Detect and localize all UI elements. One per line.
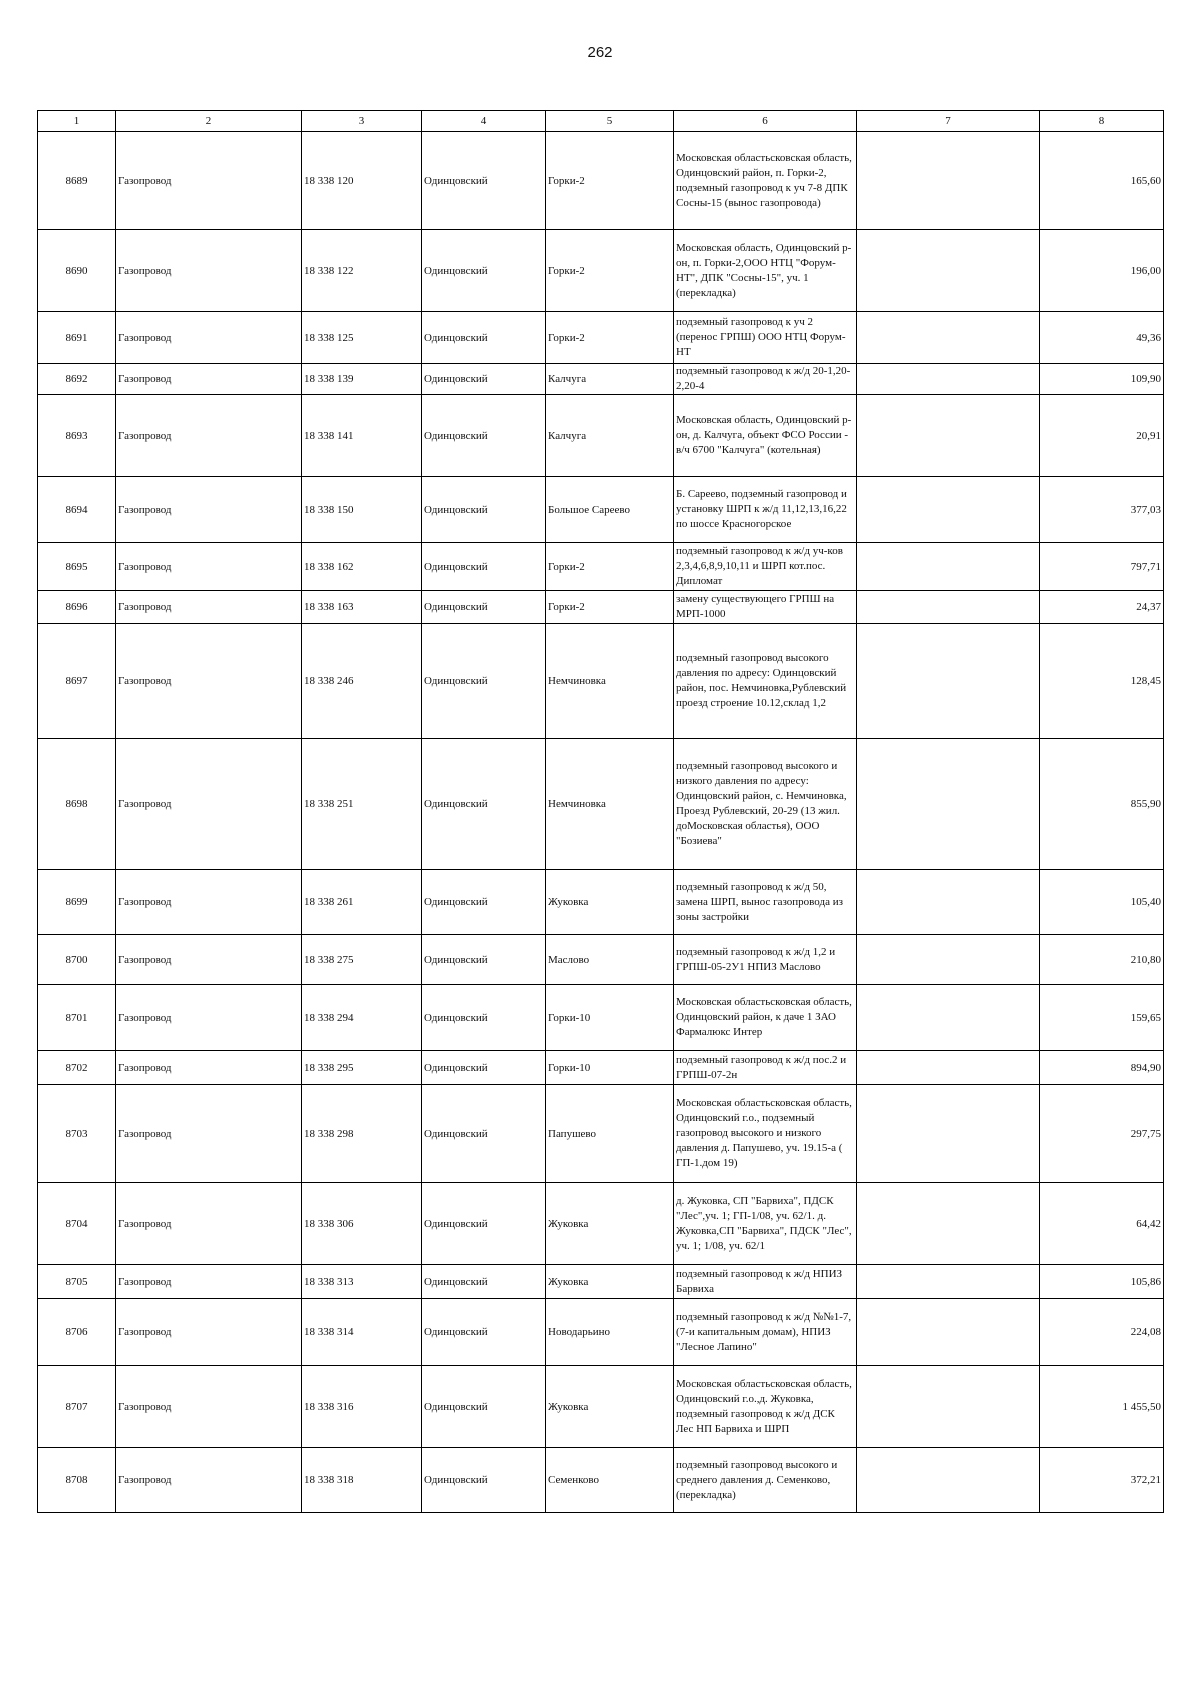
description-cell: Московская областьсковская область, Одинцовский район, п. Горки-2, подземный газопровод к уч 7-8 ДПК Сосны-15 (вынос газопровода) bbox=[674, 132, 857, 230]
column-7-cell bbox=[857, 624, 1040, 739]
okato-code-cell: 18 338 306 bbox=[302, 1183, 422, 1265]
column-7-cell bbox=[857, 1448, 1040, 1513]
row-number-cell: 8696 bbox=[38, 591, 116, 624]
object-type-cell: Газопровод bbox=[116, 1299, 302, 1366]
row-number-cell: 8700 bbox=[38, 935, 116, 985]
column-7-cell bbox=[857, 870, 1040, 935]
length-cell: 159,65 bbox=[1040, 985, 1164, 1051]
table-row bbox=[38, 1299, 1164, 1366]
locality-cell: Жуковка bbox=[546, 1265, 674, 1299]
locality-cell: Горки-2 bbox=[546, 230, 674, 312]
district-cell: Одинцовский bbox=[422, 312, 546, 364]
district-cell: Одинцовский bbox=[422, 870, 546, 935]
description-cell: Московская область, Одинцовский р-он, д. Калчуга, объект ФСО России - в/ч 6700 "Калчуга" (котельная) bbox=[674, 395, 857, 477]
row-number-cell: 8708 bbox=[38, 1448, 116, 1513]
column-7-cell bbox=[857, 1051, 1040, 1085]
column-header: 7 bbox=[857, 111, 1040, 132]
object-type-cell: Газопровод bbox=[116, 624, 302, 739]
okato-code-cell: 18 338 139 bbox=[302, 364, 422, 395]
column-7-cell bbox=[857, 1366, 1040, 1448]
table-row bbox=[38, 870, 1164, 935]
object-type-cell: Газопровод bbox=[116, 1448, 302, 1513]
row-number-cell: 8697 bbox=[38, 624, 116, 739]
district-cell: Одинцовский bbox=[422, 477, 546, 543]
column-header: 3 bbox=[302, 111, 422, 132]
table-row bbox=[38, 477, 1164, 543]
locality-cell: Горки-10 bbox=[546, 1051, 674, 1085]
column-header: 5 bbox=[546, 111, 674, 132]
district-cell: Одинцовский bbox=[422, 935, 546, 985]
locality-cell: Немчиновка bbox=[546, 624, 674, 739]
description-cell: Московская областьсковская область, Одинцовский г.о.,д. Жуковка, подземный газопровод к ж/д ДСК Лес НП Барвиха и ШРП bbox=[674, 1366, 857, 1448]
okato-code-cell: 18 338 246 bbox=[302, 624, 422, 739]
column-7-cell bbox=[857, 543, 1040, 591]
column-header: 6 bbox=[674, 111, 857, 132]
row-number-cell: 8693 bbox=[38, 395, 116, 477]
registry-table bbox=[37, 110, 1164, 1513]
row-number-cell: 8699 bbox=[38, 870, 116, 935]
object-type-cell: Газопровод bbox=[116, 1183, 302, 1265]
district-cell: Одинцовский bbox=[422, 1183, 546, 1265]
table-row bbox=[38, 935, 1164, 985]
table-row bbox=[38, 543, 1164, 591]
district-cell: Одинцовский bbox=[422, 1085, 546, 1183]
table-row bbox=[38, 1366, 1164, 1448]
object-type-cell: Газопровод bbox=[116, 1366, 302, 1448]
okato-code-cell: 18 338 314 bbox=[302, 1299, 422, 1366]
length-cell: 224,08 bbox=[1040, 1299, 1164, 1366]
description-cell: подземный газопровод к ж/д 50, замена ШРП, вынос газопровода из зоны застройки bbox=[674, 870, 857, 935]
okato-code-cell: 18 338 275 bbox=[302, 935, 422, 985]
locality-cell: Большое Сареево bbox=[546, 477, 674, 543]
length-cell: 128,45 bbox=[1040, 624, 1164, 739]
description-cell: подземный газопровод к ж/д 20-1,20-2,20-4 bbox=[674, 364, 857, 395]
table-row bbox=[38, 1183, 1164, 1265]
okato-code-cell: 18 338 125 bbox=[302, 312, 422, 364]
column-7-cell bbox=[857, 395, 1040, 477]
table-row bbox=[38, 132, 1164, 230]
district-cell: Одинцовский bbox=[422, 1448, 546, 1513]
description-cell: подземный газопровод к ж/д №№1-7,(7-и капитальным домам), НПИЗ "Лесное Лапино" bbox=[674, 1299, 857, 1366]
table-row bbox=[38, 1085, 1164, 1183]
length-cell: 297,75 bbox=[1040, 1085, 1164, 1183]
length-cell: 24,37 bbox=[1040, 591, 1164, 624]
length-cell: 372,21 bbox=[1040, 1448, 1164, 1513]
table-row bbox=[38, 1265, 1164, 1299]
column-7-cell bbox=[857, 364, 1040, 395]
length-cell: 20,91 bbox=[1040, 395, 1164, 477]
row-number-cell: 8707 bbox=[38, 1366, 116, 1448]
description-cell: подземный газопровод высокого давления по адресу: Одинцовский район, пос. Немчиновка,Рублевский проезд строение 10.12,склад 1,2 bbox=[674, 624, 857, 739]
row-number-cell: 8706 bbox=[38, 1299, 116, 1366]
district-cell: Одинцовский bbox=[422, 1366, 546, 1448]
locality-cell: Горки-2 bbox=[546, 312, 674, 364]
locality-cell: Новодарьино bbox=[546, 1299, 674, 1366]
district-cell: Одинцовский bbox=[422, 230, 546, 312]
column-7-cell bbox=[857, 935, 1040, 985]
okato-code-cell: 18 338 141 bbox=[302, 395, 422, 477]
locality-cell: Жуковка bbox=[546, 870, 674, 935]
row-number-cell: 8695 bbox=[38, 543, 116, 591]
column-header: 8 bbox=[1040, 111, 1164, 132]
row-number-cell: 8691 bbox=[38, 312, 116, 364]
column-7-cell bbox=[857, 985, 1040, 1051]
description-cell: Б. Сареево, подземный газопровод и установку ШРП к ж/д 11,12,13,16,22 по шоссе Красногорское bbox=[674, 477, 857, 543]
row-number-cell: 8705 bbox=[38, 1265, 116, 1299]
district-cell: Одинцовский bbox=[422, 543, 546, 591]
object-type-cell: Газопровод bbox=[116, 985, 302, 1051]
row-number-cell: 8689 bbox=[38, 132, 116, 230]
okato-code-cell: 18 338 298 bbox=[302, 1085, 422, 1183]
row-number-cell: 8703 bbox=[38, 1085, 116, 1183]
district-cell: Одинцовский bbox=[422, 591, 546, 624]
okato-code-cell: 18 338 122 bbox=[302, 230, 422, 312]
description-cell: д. Жуковка, СП "Барвиха", ПДСК "Лес",уч. 1; ГП-1/08, уч. 62/1. д. Жуковка,СП "Барвиха", ПДСК "Лес", уч. 1; 1/08, уч. 62/1 bbox=[674, 1183, 857, 1265]
object-type-cell: Газопровод bbox=[116, 870, 302, 935]
row-number-cell: 8698 bbox=[38, 739, 116, 870]
locality-cell: Горки-10 bbox=[546, 985, 674, 1051]
length-cell: 196,00 bbox=[1040, 230, 1164, 312]
length-cell: 377,03 bbox=[1040, 477, 1164, 543]
locality-cell: Семенково bbox=[546, 1448, 674, 1513]
okato-code-cell: 18 338 295 bbox=[302, 1051, 422, 1085]
object-type-cell: Газопровод bbox=[116, 739, 302, 870]
description-cell: Московская областьсковская область, Одинцовский г.о., подземный газопровод высокого и низкого давления д. Папушево, уч. 19.15-а ( ГП-1.дом 19) bbox=[674, 1085, 857, 1183]
object-type-cell: Газопровод bbox=[116, 477, 302, 543]
length-cell: 105,86 bbox=[1040, 1265, 1164, 1299]
column-7-cell bbox=[857, 591, 1040, 624]
length-cell: 1 455,50 bbox=[1040, 1366, 1164, 1448]
okato-code-cell: 18 338 316 bbox=[302, 1366, 422, 1448]
locality-cell: Жуковка bbox=[546, 1183, 674, 1265]
column-7-cell bbox=[857, 1299, 1040, 1366]
object-type-cell: Газопровод bbox=[116, 312, 302, 364]
object-type-cell: Газопровод bbox=[116, 364, 302, 395]
column-7-cell bbox=[857, 739, 1040, 870]
table-row bbox=[38, 230, 1164, 312]
district-cell: Одинцовский bbox=[422, 1265, 546, 1299]
row-number-cell: 8701 bbox=[38, 985, 116, 1051]
table-row bbox=[38, 739, 1164, 870]
table-row bbox=[38, 985, 1164, 1051]
okato-code-cell: 18 338 318 bbox=[302, 1448, 422, 1513]
column-header: 4 bbox=[422, 111, 546, 132]
okato-code-cell: 18 338 162 bbox=[302, 543, 422, 591]
object-type-cell: Газопровод bbox=[116, 935, 302, 985]
registry-body bbox=[38, 132, 1164, 1513]
description-cell: замену существующего ГРПШ на МРП-1000 bbox=[674, 591, 857, 624]
object-type-cell: Газопровод bbox=[116, 395, 302, 477]
okato-code-cell: 18 338 150 bbox=[302, 477, 422, 543]
column-number-row bbox=[38, 111, 1164, 132]
row-number-cell: 8694 bbox=[38, 477, 116, 543]
length-cell: 109,90 bbox=[1040, 364, 1164, 395]
table-row bbox=[38, 1051, 1164, 1085]
table-row bbox=[38, 591, 1164, 624]
column-7-cell bbox=[857, 1085, 1040, 1183]
object-type-cell: Газопровод bbox=[116, 132, 302, 230]
district-cell: Одинцовский bbox=[422, 364, 546, 395]
description-cell: подземный газопровод к ж/д 1,2 и ГРПШ-05-2У1 НПИЗ Маслово bbox=[674, 935, 857, 985]
page-number: 262 bbox=[587, 44, 613, 61]
locality-cell: Калчуга bbox=[546, 364, 674, 395]
locality-cell: Горки-2 bbox=[546, 591, 674, 624]
column-7-cell bbox=[857, 230, 1040, 312]
table-row bbox=[38, 1448, 1164, 1513]
description-cell: Московская область, Одинцовский р-он, п. Горки-2,ООО НТЦ "Форум-НТ", ДПК "Сосны-15", уч. 1 (перекладка) bbox=[674, 230, 857, 312]
locality-cell: Горки-2 bbox=[546, 132, 674, 230]
description-cell: подземный газопровод к ж/д пос.2 и ГРПШ-07-2н bbox=[674, 1051, 857, 1085]
okato-code-cell: 18 338 313 bbox=[302, 1265, 422, 1299]
okato-code-cell: 18 338 261 bbox=[302, 870, 422, 935]
length-cell: 855,90 bbox=[1040, 739, 1164, 870]
description-cell: Московская областьсковская область, Одинцовский район, к даче 1 ЗАО Фармалюкс Интер bbox=[674, 985, 857, 1051]
district-cell: Одинцовский bbox=[422, 985, 546, 1051]
okato-code-cell: 18 338 251 bbox=[302, 739, 422, 870]
column-7-cell bbox=[857, 312, 1040, 364]
object-type-cell: Газопровод bbox=[116, 230, 302, 312]
row-number-cell: 8702 bbox=[38, 1051, 116, 1085]
column-7-cell bbox=[857, 1183, 1040, 1265]
column-header: 2 bbox=[116, 111, 302, 132]
object-type-cell: Газопровод bbox=[116, 1085, 302, 1183]
object-type-cell: Газопровод bbox=[116, 543, 302, 591]
row-number-cell: 8692 bbox=[38, 364, 116, 395]
object-type-cell: Газопровод bbox=[116, 1265, 302, 1299]
row-number-cell: 8690 bbox=[38, 230, 116, 312]
length-cell: 64,42 bbox=[1040, 1183, 1164, 1265]
column-7-cell bbox=[857, 1265, 1040, 1299]
description-cell: подземный газопровод высокого и низкого давления по адресу: Одинцовский район, с. Немчиновка, Проезд Рублевский, 20-29 (13 жил. доМосковская областья), ООО "Бозиева" bbox=[674, 739, 857, 870]
object-type-cell: Газопровод bbox=[116, 1051, 302, 1085]
district-cell: Одинцовский bbox=[422, 1299, 546, 1366]
okato-code-cell: 18 338 294 bbox=[302, 985, 422, 1051]
description-cell: подземный газопровод к уч 2 (перенос ГРПШ) ООО НТЦ Форум-НТ bbox=[674, 312, 857, 364]
district-cell: Одинцовский bbox=[422, 395, 546, 477]
column-header: 1 bbox=[38, 111, 116, 132]
locality-cell: Горки-2 bbox=[546, 543, 674, 591]
column-7-cell bbox=[857, 132, 1040, 230]
locality-cell: Немчиновка bbox=[546, 739, 674, 870]
length-cell: 49,36 bbox=[1040, 312, 1164, 364]
table-row bbox=[38, 312, 1164, 364]
description-cell: подземный газопровод высокого и среднего давления д. Семенково, (перекладка) bbox=[674, 1448, 857, 1513]
table-row bbox=[38, 624, 1164, 739]
description-cell: подземный газопровод к ж/д НПИЗ Барвиха bbox=[674, 1265, 857, 1299]
locality-cell: Маслово bbox=[546, 935, 674, 985]
object-type-cell: Газопровод bbox=[116, 591, 302, 624]
table-row bbox=[38, 364, 1164, 395]
length-cell: 105,40 bbox=[1040, 870, 1164, 935]
okato-code-cell: 18 338 163 bbox=[302, 591, 422, 624]
description-cell: подземный газопровод к ж/д уч-ков 2,3,4,6,8,9,10,11 и ШРП кот.пос. Дипломат bbox=[674, 543, 857, 591]
district-cell: Одинцовский bbox=[422, 739, 546, 870]
length-cell: 797,71 bbox=[1040, 543, 1164, 591]
district-cell: Одинцовский bbox=[422, 132, 546, 230]
table-row bbox=[38, 395, 1164, 477]
okato-code-cell: 18 338 120 bbox=[302, 132, 422, 230]
length-cell: 165,60 bbox=[1040, 132, 1164, 230]
district-cell: Одинцовский bbox=[422, 624, 546, 739]
column-7-cell bbox=[857, 477, 1040, 543]
locality-cell: Калчуга bbox=[546, 395, 674, 477]
locality-cell: Папушево bbox=[546, 1085, 674, 1183]
locality-cell: Жуковка bbox=[546, 1366, 674, 1448]
row-number-cell: 8704 bbox=[38, 1183, 116, 1265]
length-cell: 894,90 bbox=[1040, 1051, 1164, 1085]
length-cell: 210,80 bbox=[1040, 935, 1164, 985]
district-cell: Одинцовский bbox=[422, 1051, 546, 1085]
